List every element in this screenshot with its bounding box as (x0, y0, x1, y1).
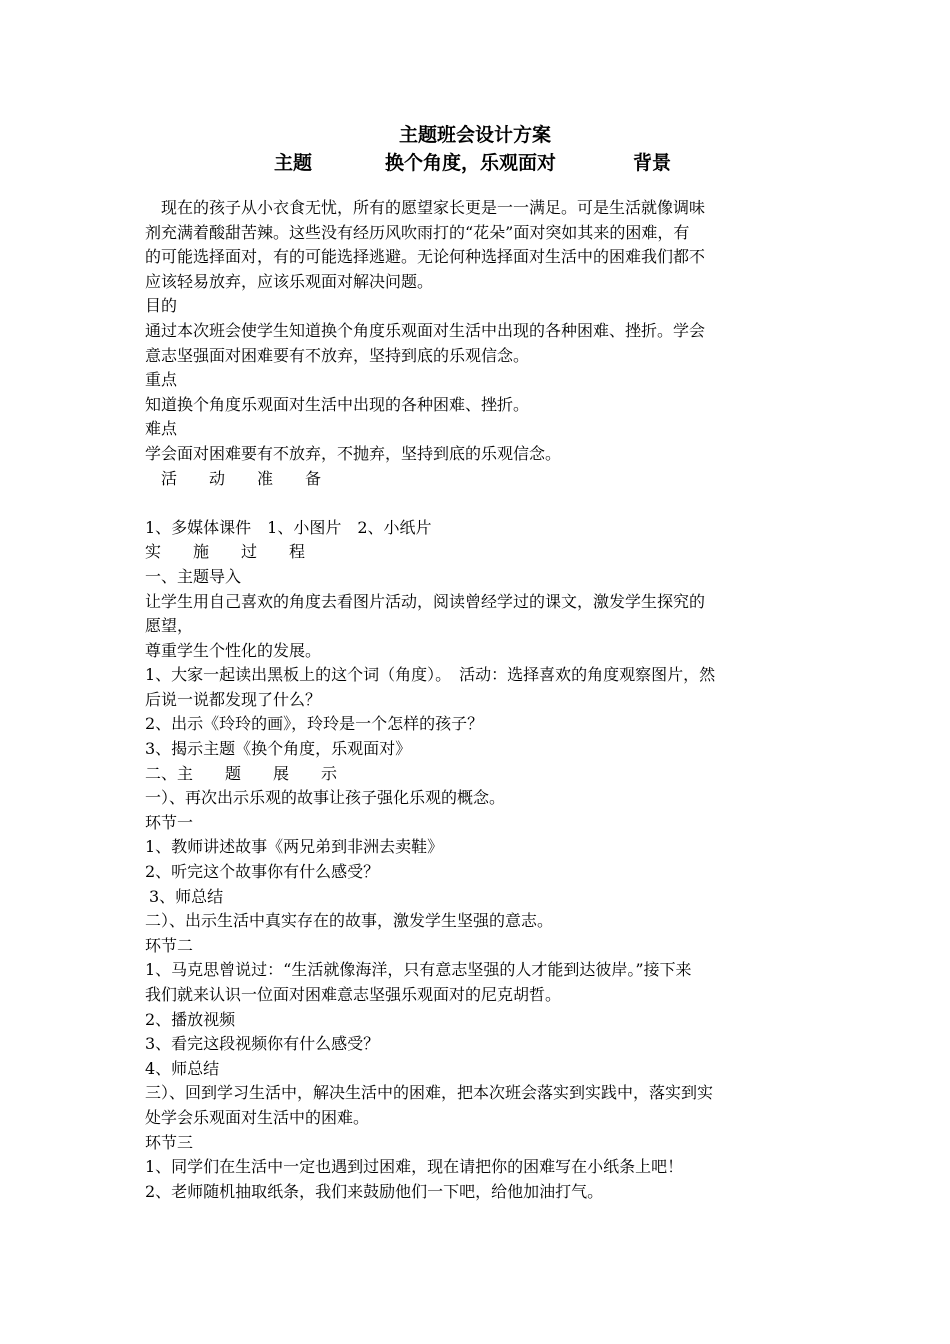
step-line: 处学会乐观面对生活中的困难。 (145, 1107, 370, 1127)
step-heading: 二、主 题 展 示 (145, 763, 338, 783)
subtitle-theme-label: 主题 (274, 152, 313, 174)
segment-heading: 环节三 (145, 1132, 194, 1152)
key-point-line: 知道换个角度乐观面对生活中出现的各种困难、挫折。 (145, 394, 530, 414)
subtitle-background-label: 背景 (633, 152, 672, 174)
step-line: 1、大家一起读出黑板上的这个词（角度）。 活动：选择喜欢的角度观察图片，然 (145, 665, 716, 685)
step-line: 1、马克思曾说过：“生活就像海洋，只有意志坚强的人才能到达彼岸。”接下来 (145, 960, 692, 980)
document-title: 主题班会设计方案 (398, 124, 551, 146)
difficulty-line: 学会面对困难要有不放弃，不抛弃，坚持到底的乐观信念。 (145, 443, 562, 463)
step-line: 我们就来认识一位面对困难意志坚强乐观面对的尼克胡哲。 (145, 985, 562, 1004)
step-line: 2、播放视频 (145, 1009, 236, 1029)
step-line: 3、师总结 (149, 886, 224, 906)
background-paragraph-line: 剂充满着酸甜苦辣。这些没有经历风吹雨打的“花朵”面对突如其来的困难，有 (145, 222, 690, 242)
background-paragraph-line: 的可能选择面对，有的可能选择逃避。无论何种选择面对生活中的困难我们都不 (145, 247, 706, 267)
step-line: 4、师总结 (145, 1058, 220, 1078)
section-heading-key-point: 重点 (145, 370, 178, 390)
background-paragraph-line: 应该轻易放弃，应该乐观面对解决问题。 (145, 271, 434, 291)
step-line: 2、出示《玲玲的画》，玲玲是一个怎样的孩子？ (145, 714, 484, 734)
step-line: 让学生用自己喜欢的角度去看图片活动，阅读曾经学过的课文，激发学生探究的 (145, 591, 706, 611)
step-line: 三）、回到学习生活中，解决生活中的困难，把本次班会落实到实践中，落实到实 (145, 1083, 714, 1103)
step-line: 愿望， (145, 616, 194, 636)
section-heading-difficulty: 难点 (145, 419, 178, 439)
document-body (145, 196, 815, 1204)
section-heading-purpose: 目的 (145, 296, 178, 316)
blank-line (145, 491, 815, 516)
step-line: 2、听完这个故事你有什么感受？ (145, 862, 380, 882)
step-line: 3、揭示主题《换个角度，乐观面对》 (145, 739, 412, 759)
step-line: 2、老师随机抽取纸条，我们来鼓励他们一下吧，给他加油打气。 (145, 1181, 604, 1201)
step-line: 二）、出示生活中真实存在的故事，激发学生坚强的意志。 (145, 911, 554, 931)
step-heading: 一、主题导入 (145, 566, 242, 586)
section-heading-implementation: 实 施 过 程 (145, 542, 306, 562)
subtitle-theme: 换个角度，乐观面对 (385, 152, 557, 174)
segment-heading: 环节二 (145, 935, 194, 955)
step-line: 1、教师讲述故事《两兄弟到非洲去卖鞋》 (145, 837, 444, 857)
background-paragraph-line: 现在的孩子从小衣食无忧，所有的愿望家长更是一一满足。可是生活就像调味 (161, 198, 706, 217)
step-line: 一）、再次出示乐观的故事让孩子强化乐观的概念。 (145, 788, 506, 808)
preparation-line: 1、多媒体课件 1、小图片 2、小纸片 (145, 517, 432, 537)
segment-heading: 环节一 (145, 812, 194, 832)
step-line: 3、看完这段视频你有什么感受？ (145, 1034, 380, 1054)
purpose-line: 通过本次班会使学生知道换个角度乐观面对生活中出现的各种困难、挫折。学会 (145, 320, 706, 340)
step-line: 尊重学生个性化的发展。 (145, 640, 322, 660)
purpose-line: 意志坚强面对困难要有不放弃，坚持到底的乐观信念。 (145, 345, 530, 365)
step-line: 后说一说都发现了什么？ (145, 689, 322, 709)
step-line: 1、同学们在生活中一定也遇到过困难，现在请把你的困难写在小纸条上吧！ (145, 1157, 684, 1177)
section-heading-preparation: 活 动 准 备 (161, 468, 322, 488)
